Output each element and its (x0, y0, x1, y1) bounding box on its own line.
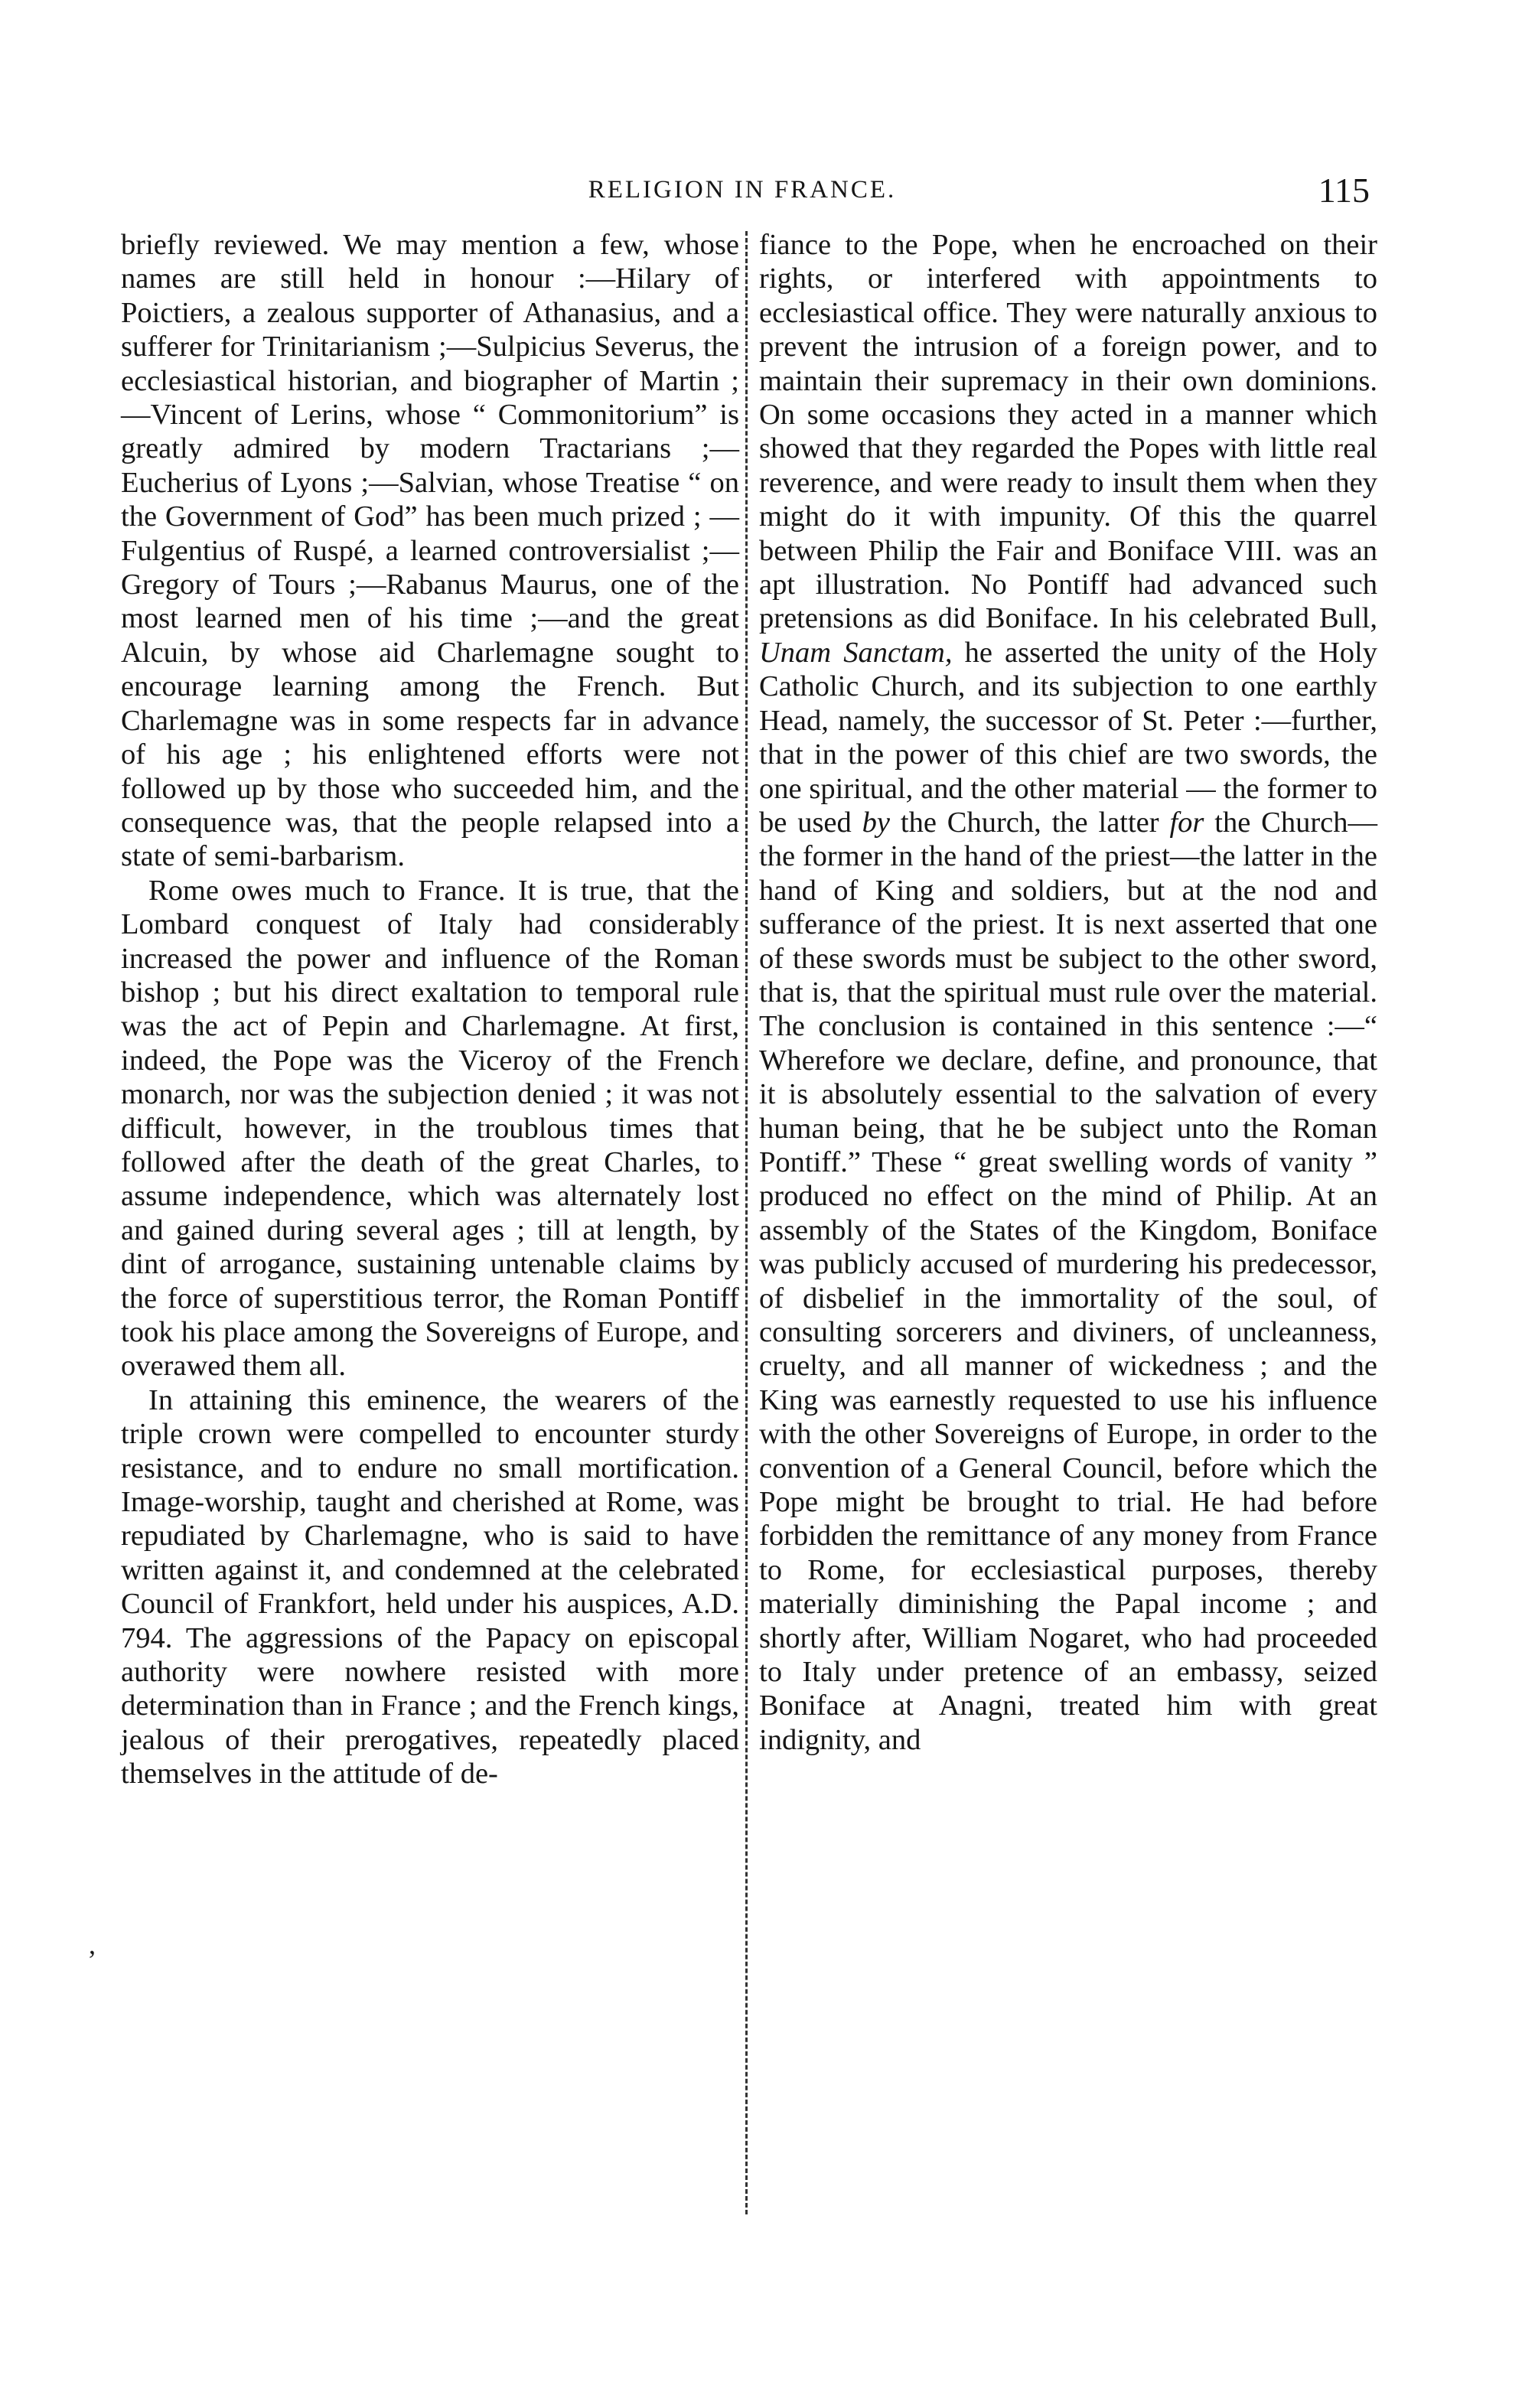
emphasis-for: for (1169, 806, 1204, 839)
paragraph-defiance (759, 228, 1377, 1757)
text-run: fiance to the Pope, when he encroached on their rights, or interfered with appointments to ecclesiastical office. They were naturally anxious to prevent the intrusion of a foreign power, and to maintain their supremacy in their own dominions. On some occasions they acted in a manner which showed that they regarded the Popes with little real reverence, and were ready to insult them when they might do it with impunity. Of this the quarrel between Philip the Fair and Boniface VIII. was an apt illustration. No Pontiff had advanced such pretensions as did Boniface. In his celebrated Bull, (759, 229, 1377, 635)
left-column (121, 228, 739, 1791)
bull-title: Unam Sanctam, (759, 636, 953, 669)
page-number: 115 (1318, 171, 1370, 210)
paragraph-rome-owes: Rome owes much to France. It is true, that the Lombard conquest of Italy had considerably increased the power and influence of the Roman bishop ; but his direct exaltation to temporal rule was the act of Pepin and Charlemagne. At first, indeed, the Pope was the Viceroy of the French monarch, nor was the subjection denied ; it was not difficult, however, in the troublous times that followed after the death of the great Charles, to assume independence, which was alternately lost and gained during several ages ; till at length, by dint of arrogance, sustaining untenable claims by the force of superstitious terror, the Roman Pontiff took his place among the Sovereigns of Europe, and overawed them all. (121, 874, 739, 1383)
running-title: RELIGION IN FRANCE. (588, 176, 897, 204)
column-divider (745, 231, 748, 2214)
text-run: he asserted the unity of the Holy Catholic Church, and its subjection to one earthly Head, namely, the successor of St. Peter :—further, that in the power of this chief are two swords, the one spiritual, and the other material — the former to be used (759, 636, 1377, 839)
running-header (115, 170, 1370, 216)
text-run: the Church—the former in the hand of the priest—the latter in the hand of King and soldiers, but at the nod and sufferance of the priest. It is next asserted that one of these swords must be subject to the other sword, that is, that the spiritual must rule over the material. The conclusion is contained in this sentence :—“ Wherefore we declare, define, and pronounce, that it is absolutely essential to the salvation of every human being, that he be subject unto the Roman Pontiff.” These “ great swelling words of vanity ” produced no effect on the mind of Philip. At an assembly of the States of the Kingdom, Boniface was publicly accused of murdering his predecessor, of disbelief in the immortality of the soul, of consulting sorcerers and diviners, of uncleanness, cruelty, and all manner of wickedness ; and the King was earnestly requested to use his influence with the other Sovereigns of Europe, in order to the convention of a General Council, before which the Pope might be brought to trial. He had before forbidden the remittance of any money from France to Rome, for ecclesiastical purposes, thereby materially diminishing the Papal income ; and shortly after, William Nogaret, who had proceeded to Italy under pretence of an embassy, seized Boniface at Anagni, treated him with great indignity, and (759, 806, 1377, 1756)
margin-mark: , (89, 1929, 96, 1960)
paragraph-attaining-eminence: In attaining this eminence, the wearers of the triple crown were compelled to encounter sturdy resistance, and to endure no small mortification. Image-worship, taught and cherished at Rome, was repudiated by Charlemagne, who is said to have written against it, and condemned at the celebrated Council of Frankfort, held under his auspices, A.D. 794. The aggressions of the Papacy on episcopal authority were nowhere resisted with more determination than in France ; and the French kings, jealous of their prerogatives, repeatedly placed themselves in the attitude of de- (121, 1383, 739, 1791)
text-run: the Church, the latter (890, 806, 1170, 839)
right-column (759, 228, 1377, 1757)
paragraph-continued: briefly reviewed. We may mention a few, whose names are still held in honour :—Hilary of Poictiers, a zealous supporter of Athanasius, and a sufferer for Trinitarianism ;—Sulpicius Severus, the ecclesiastical historian, and biographer of Martin ;—Vincent of Lerins, whose “ Commonitorium” is greatly admired by modern Tractarians ;—Eucherius of Lyons ;—Salvian, whose Treatise “ on the Government of God” has been much prized ; — Fulgentius of Ruspé, a learned controversialist ;— Gregory of Tours ;—Rabanus Maurus, one of the most learned men of his time ;—and the great Alcuin, by whose aid Charlemagne sought to encourage learning among the French. But Charlemagne was in some respects far in advance of his age ; his enlightened efforts were not followed up by those who succeeded him, and the consequence was, that the people relapsed into a state of semi-barbarism. (121, 229, 739, 873)
emphasis-by: by (862, 806, 890, 839)
